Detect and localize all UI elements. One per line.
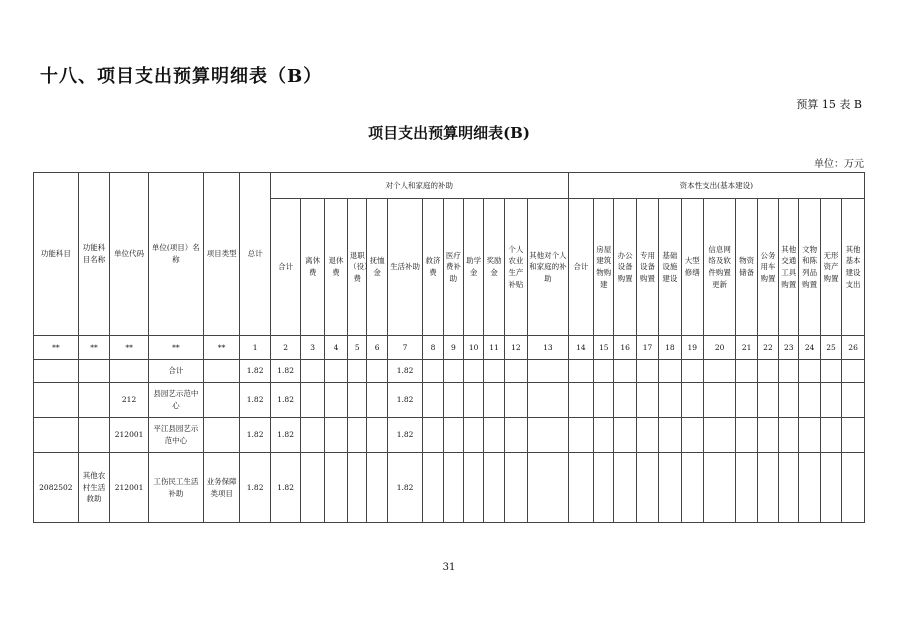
header-p-relief: 救济费 xyxy=(423,199,443,336)
index-cell: 10 xyxy=(464,336,484,360)
header-func-code: 功能科目 xyxy=(34,173,79,336)
table-row xyxy=(34,453,865,523)
header-total: 总计 xyxy=(240,173,271,336)
cell-living: 1.82 xyxy=(387,418,423,453)
index-cell: 15 xyxy=(594,336,614,360)
cell-unit-name: 平江县园艺示范中心 xyxy=(148,418,203,453)
header-c-other: 其他基本建设支出 xyxy=(842,199,865,336)
table-row xyxy=(34,383,865,418)
header-c-cultural: 文物和陈列品购置 xyxy=(799,199,820,336)
index-cell: 20 xyxy=(703,336,736,360)
cell-unit-name: 工伤民工生活补助 xyxy=(148,453,203,523)
header-p-tuizhi: 退职（役）费 xyxy=(348,199,367,336)
index-cell: 5 xyxy=(348,336,367,360)
table-row xyxy=(34,418,865,453)
header-c-infra: 基础设施建设 xyxy=(659,199,681,336)
header-c-repair: 大型修缮 xyxy=(681,199,703,336)
header-c-special: 专用设备购置 xyxy=(636,199,658,336)
cell-subtotal: 1.82 xyxy=(270,453,301,523)
index-cell: 22 xyxy=(757,336,778,360)
header-c-reserve: 物资储备 xyxy=(736,199,757,336)
cell-func-code xyxy=(34,383,79,418)
index-cell: 17 xyxy=(636,336,658,360)
header-unit-name: 单位(项目）名称 xyxy=(148,173,203,336)
index-cell: 2 xyxy=(270,336,301,360)
unit-label: 单位：万元 xyxy=(814,159,864,170)
header-c-office: 办公设备购置 xyxy=(614,199,636,336)
table-row xyxy=(34,360,865,383)
cell-project-type xyxy=(203,383,240,418)
header-c-house: 房屋建筑物购建 xyxy=(594,199,614,336)
index-cell: 14 xyxy=(568,336,593,360)
cell-living: 1.82 xyxy=(387,453,423,523)
index-cell: 7 xyxy=(387,336,423,360)
header-p-subtotal: 合计 xyxy=(270,199,301,336)
header-p-fuxu: 抚恤金 xyxy=(367,199,387,336)
header-func-name: 功能科目名称 xyxy=(78,173,110,336)
header-project-type: 项目类型 xyxy=(203,173,240,336)
cell-total: 1.82 xyxy=(240,453,271,523)
header-p-award: 奖励金 xyxy=(484,199,504,336)
index-cell: ** xyxy=(78,336,110,360)
index-cell: 21 xyxy=(736,336,757,360)
index-cell: 19 xyxy=(681,336,703,360)
header-c-subtotal: 合计 xyxy=(568,199,593,336)
index-cell: 11 xyxy=(484,336,504,360)
index-cell: 18 xyxy=(659,336,681,360)
index-cell: ** xyxy=(110,336,149,360)
header-p-tuixiu: 退休费 xyxy=(324,199,347,336)
header-row-groups xyxy=(34,173,865,199)
cell-unit-code: 212 xyxy=(110,383,149,418)
cell-subtotal: 1.82 xyxy=(270,418,301,453)
cell-unit-name: 县园艺示范中心 xyxy=(148,383,203,418)
cell-func-name: 其他农村生活救助 xyxy=(78,453,110,523)
cell-total: 1.82 xyxy=(240,383,271,418)
cell-unit-code: 212001 xyxy=(110,453,149,523)
index-cell: ** xyxy=(148,336,203,360)
header-unit-code: 单位代码 xyxy=(110,173,149,336)
header-group-capital: 资本性支出(基本建设) xyxy=(568,173,864,199)
cell-func-code xyxy=(34,360,79,383)
cell-living: 1.82 xyxy=(387,360,423,383)
header-p-study: 助学金 xyxy=(464,199,484,336)
index-cell: 9 xyxy=(443,336,463,360)
cell-total: 1.82 xyxy=(240,360,271,383)
cell-project-type xyxy=(203,418,240,453)
header-p-other: 其他对个人和家庭的补助 xyxy=(528,199,569,336)
index-row xyxy=(34,336,865,360)
header-p-retire: 离休费 xyxy=(301,199,324,336)
index-cell: 6 xyxy=(367,336,387,360)
cell-func-code: 2082502 xyxy=(34,453,79,523)
cell-subtotal: 1.82 xyxy=(270,360,301,383)
cell-unit-code xyxy=(110,360,149,383)
header-c-intangible: 无形资产购置 xyxy=(820,199,841,336)
header-p-medical: 医疗费补助 xyxy=(443,199,463,336)
cell-subtotal: 1.82 xyxy=(270,383,301,418)
cell-func-code xyxy=(34,418,79,453)
index-cell: 3 xyxy=(301,336,324,360)
cell-func-name xyxy=(78,383,110,418)
index-cell: ** xyxy=(203,336,240,360)
index-cell: 16 xyxy=(614,336,636,360)
index-cell: 12 xyxy=(504,336,527,360)
index-cell: 24 xyxy=(799,336,820,360)
header-c-car: 公务用车购置 xyxy=(757,199,778,336)
budget-table xyxy=(33,172,865,523)
index-cell: 26 xyxy=(842,336,865,360)
index-cell: 4 xyxy=(324,336,347,360)
page-number: 31 xyxy=(442,562,456,573)
form-number: 预算 15 表 B xyxy=(796,98,862,111)
index-cell: 8 xyxy=(423,336,443,360)
header-p-living: 生活补助 xyxy=(387,199,423,336)
index-cell: 1 xyxy=(240,336,271,360)
header-c-it: 信息网络及软件购置更新 xyxy=(703,199,736,336)
index-cell: 13 xyxy=(528,336,569,360)
cell-total: 1.82 xyxy=(240,418,271,453)
index-cell: 25 xyxy=(820,336,841,360)
index-cell: 23 xyxy=(779,336,799,360)
header-p-farm: 个人农业生产补贴 xyxy=(504,199,527,336)
cell-project-type: 业务保障类项目 xyxy=(203,453,240,523)
section-heading: 十八、项目支出预算明细表（B） xyxy=(40,66,323,87)
cell-unit-code: 212001 xyxy=(110,418,149,453)
header-c-transport: 其他交通工具购置 xyxy=(779,199,799,336)
header-group-personal: 对个人和家庭的补助 xyxy=(270,173,568,199)
cell-project-type xyxy=(203,360,240,383)
cell-func-name xyxy=(78,418,110,453)
table-title: 项目支出预算明细表(B) xyxy=(368,124,530,142)
cell-func-name xyxy=(78,360,110,383)
cell-living: 1.82 xyxy=(387,383,423,418)
index-cell: ** xyxy=(34,336,79,360)
cell-unit-name: 合计 xyxy=(148,360,203,383)
